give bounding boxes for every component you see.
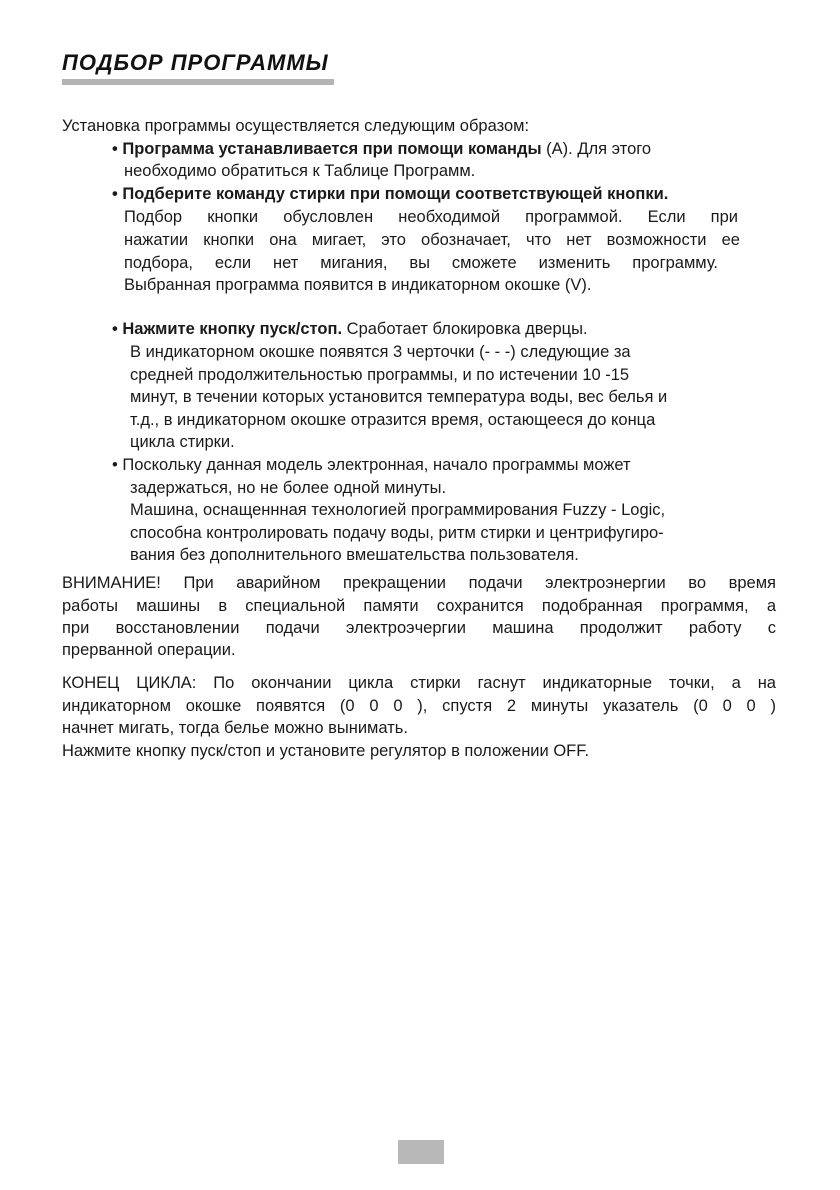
bullet-4-line-4: способна контролировать подачу воды, ритм стирки и центрифугиро- [130,524,664,542]
bullet-1-bold: • Программа устанавливается при помощи команды [112,140,542,158]
end-cycle-line-2: индикаторном окошке появятся (0 0 0 ), спустя 2 минуты указатель (0 0 0 ) [62,697,776,715]
bullet-4-line-2: задержаться, но не более одной минуты. [130,479,447,497]
bullet-2-line-3: нажатии кнопки она мигает, это обозначает, что нет возможности ее [124,231,740,249]
bullet-3-line-5: т.д., в индикаторном окошке отразится время, остающееся до конца [130,411,656,429]
bullet-1-line-2: необходимо обратиться к Таблице Программ. [124,162,476,180]
bullet-4-line-5: вания без дополнительного вмешательства пользователя. [130,546,579,564]
bullet-3-line-3: средней продолжительностью программы, и по истечении 10 -15 [130,366,630,384]
bullet-3-bold: • Нажмите кнопку пуск/стоп. [112,320,343,338]
page-number-tab [398,1140,444,1164]
warning-line-2: работы машины в специальной памяти сохранится подобранная программя, а [62,597,776,615]
title-underline [62,79,334,85]
end-cycle-line-3: начнет мигать, тогда белье можно вынимать. [62,719,408,737]
bullet-3-line-1 [112,318,588,340]
bullet-3-line-2: В индикаторном окошке появятся 3 черточки (- - -) следующие за [130,343,631,361]
warning-line-4: прерванной операции. [62,641,236,659]
warning-line-3: при восстановлении подачи электроэчергии машина продолжит работу с [62,619,776,637]
bullet-3-rest: Сработает блокировка дверцы. [342,320,588,338]
intro-text: Установка программы осуществляется следующим образом: [62,117,530,135]
bullet-4-line-1: • Поскольку данная модель электронная, начало программы может [112,456,631,474]
bullet-1-rest: (A). Для этого [541,140,652,158]
end-cycle-line-4: Нажмите кнопку пуск/стоп и установите регулятор в положении OFF. [62,742,590,760]
page-title: ПОДБОР ПРОГРАММЫ [62,50,329,75]
bullet-3-line-6: цикла стирки. [130,433,235,451]
bullet-2-line-5: Выбранная программа появится в индикаторном окошке (V). [124,276,592,294]
bullet-4-line-3: Машина, оснащеннная технологией программирования Fuzzy - Logic, [130,501,666,519]
bullet-1-line-1 [112,138,651,160]
bullet-2-line-1 [112,183,668,205]
bullet-2-bold: • Подберите команду стирки при помощи соответствующей кнопки. [112,185,669,203]
bullet-2-line-4: подбора, если нет мигания, вы сможете изменить программу. [124,254,718,272]
bullet-2-line-2: Подбор кнопки обусловлен необходимой программой. Если при [124,208,738,226]
warning-line-1: ВНИМАНИЕ! При аварийном прекращении подачи электроэнергии во время [62,574,776,592]
bullet-3-line-4: минут, в течении которых установится температура воды, вес белья и [130,388,668,406]
end-cycle-line-1: КОНЕЦ ЦИКЛА: По окончании цикла стирки гаснут индикаторные точки, а на [62,674,776,692]
